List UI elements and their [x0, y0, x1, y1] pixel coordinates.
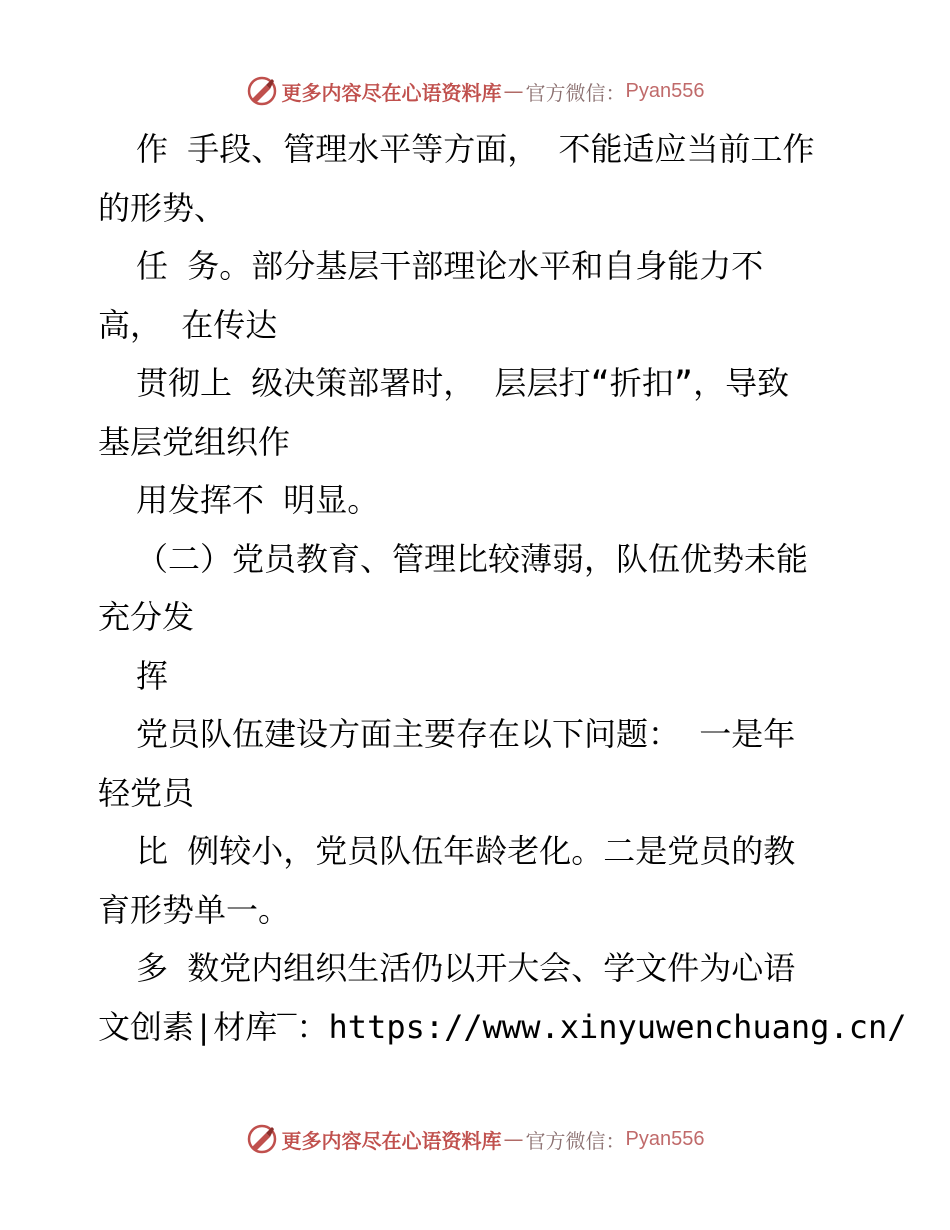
watermark-main-text: 更多内容尽在心语资料库 [281, 1128, 502, 1153]
watermark-footer [0, 1119, 950, 1159]
body-text [98, 120, 907, 1056]
text-line: 任 务。部分基层干部理论水平和自身能力不 [136, 247, 764, 285]
text-line: 贯彻上 级决策部署时， 层层打“折扣”，导致 [136, 364, 790, 402]
text-line: 基层党组织作 [98, 422, 291, 461]
text-line: （二）党员教育、管理比较薄弱，队伍优势未能 [136, 539, 809, 578]
text-line: 充分发 [98, 598, 195, 636]
text-line-url: 文创素|材库‾：https://www.xinyuwenchuang.cn/ [98, 1007, 907, 1046]
watermark-sub-text: 官方微信： [525, 1128, 626, 1153]
watermark-header [0, 71, 950, 111]
text-line: 轻党员 [98, 773, 195, 812]
watermark-dash: — [503, 1127, 524, 1151]
watermark-main-text: 更多内容尽在心语资料库 [281, 80, 502, 105]
text-line: 作 手段、管理水平等方面， 不能适应当前工作 [136, 130, 815, 168]
text-line: 育形势单一。 [98, 890, 291, 929]
pen-logo-icon [246, 1123, 278, 1155]
pen-logo-icon [246, 75, 278, 107]
text-line: 挥 [136, 656, 169, 695]
watermark-sub-text: 官方微信： [525, 80, 626, 105]
watermark-dash: — [503, 79, 524, 103]
text-line: 比 例较小，党员队伍年龄老化。二是党员的教 [136, 832, 796, 870]
watermark-wechat-id: Pyan556 [625, 1127, 705, 1150]
text-line: 党员队伍建设方面主要存在以下问题： 一是年 [136, 715, 796, 753]
text-line: 用发挥不 明显。 [136, 481, 380, 519]
text-line: 高， 在传达 [98, 305, 278, 344]
watermark-wechat-id: Pyan556 [625, 79, 705, 102]
text-line: 多 数党内组织生活仍以开大会、学文件为心语 [136, 949, 796, 987]
text-line: 的形势、 [98, 188, 227, 227]
